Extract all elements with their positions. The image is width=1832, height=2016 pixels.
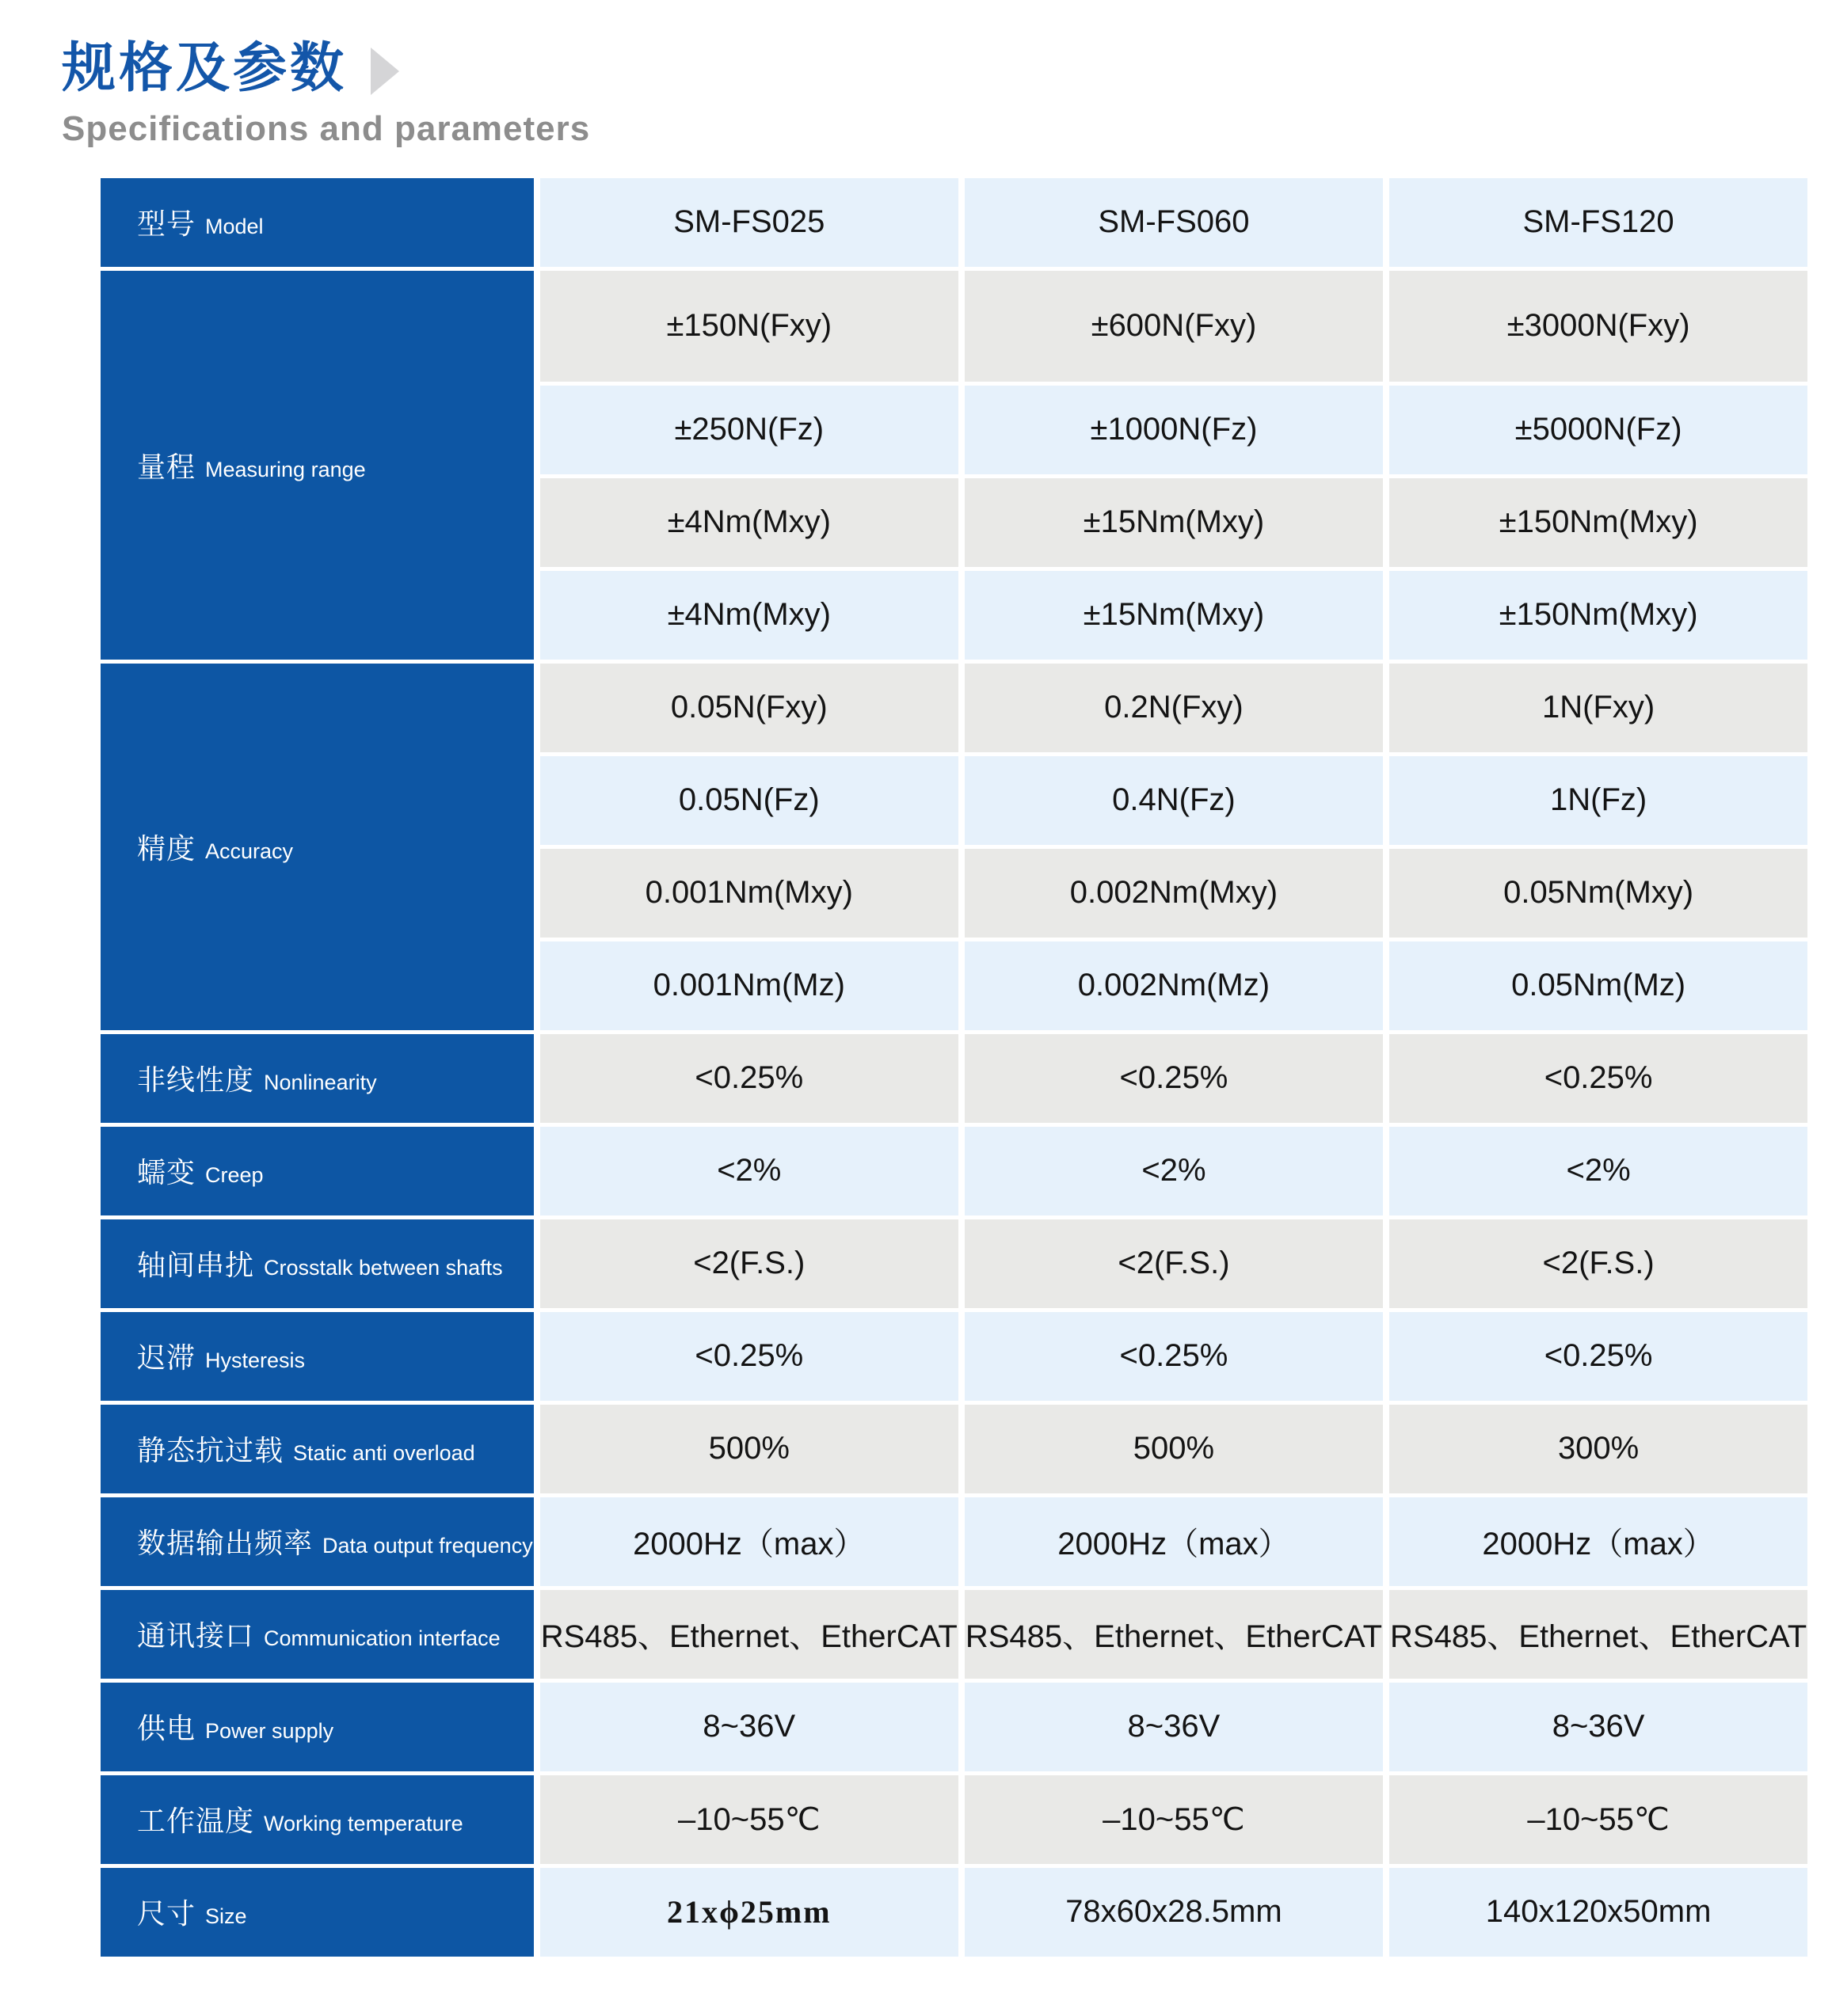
row-label <box>101 1405 534 1493</box>
spec-cell: ±15Nm(Mxy) <box>965 478 1383 567</box>
spec-cell: –10~55℃ <box>540 1775 958 1864</box>
row-label-cn: 静态抗过载 <box>137 1434 284 1467</box>
spec-cell: <0.25% <box>965 1312 1383 1401</box>
table-row <box>101 271 1807 382</box>
spec-cell: 0.05N(Fz) <box>540 756 958 845</box>
table-row <box>101 1034 1807 1123</box>
row-label <box>101 1683 534 1771</box>
spec-table-body <box>101 178 1807 1957</box>
page-title-row <box>62 36 1832 101</box>
spec-cell: 300% <box>1389 1405 1807 1493</box>
row-label <box>101 271 534 660</box>
spec-cell: ±150Nm(Mxy) <box>1389 571 1807 660</box>
row-label-cn: 通讯接口 <box>137 1619 255 1653</box>
row-label-en: Static anti overload <box>293 1441 475 1466</box>
table-row <box>101 1683 1807 1771</box>
spec-cell: ±5000N(Fz) <box>1389 386 1807 474</box>
row-label-cn: 精度 <box>137 831 196 865</box>
spec-cell: <2(F.S.) <box>1389 1219 1807 1308</box>
row-label-cn: 供电 <box>137 1712 196 1745</box>
table-row <box>101 1405 1807 1493</box>
spec-cell: 8~36V <box>540 1683 958 1771</box>
row-label-cn: 数据输出频率 <box>137 1527 314 1560</box>
row-label <box>101 1219 534 1308</box>
row-label <box>101 664 534 1030</box>
spec-cell: 0.002Nm(Mz) <box>965 941 1383 1030</box>
spec-cell: <2(F.S.) <box>965 1219 1383 1308</box>
spec-cell: SM-FS120 <box>1389 178 1807 267</box>
spec-cell: RS485、Ethernet、EtherCAT <box>540 1590 958 1679</box>
spec-cell: <0.25% <box>1389 1034 1807 1123</box>
row-label-cn: 轴间串扰 <box>137 1249 255 1282</box>
spec-cell: ±1000N(Fz) <box>965 386 1383 474</box>
row-label <box>101 1497 534 1586</box>
spec-cell: 0.001Nm(Mxy) <box>540 849 958 938</box>
table-row <box>101 1312 1807 1401</box>
spec-cell: 8~36V <box>1389 1683 1807 1771</box>
spec-cell: <0.25% <box>540 1034 958 1123</box>
row-label <box>101 1127 534 1215</box>
spec-cell: 0.05Nm(Mz) <box>1389 941 1807 1030</box>
row-label-en: Size <box>205 1904 247 1929</box>
table-row <box>101 1127 1807 1215</box>
row-label <box>101 1034 534 1123</box>
spec-cell: 1N(Fz) <box>1389 756 1807 845</box>
table-row <box>101 178 1807 267</box>
row-label-en: Communication interface <box>264 1626 501 1651</box>
row-label-cn: 型号 <box>137 207 196 241</box>
right-triangle-icon <box>371 48 399 95</box>
row-label <box>101 1312 534 1401</box>
table-row <box>101 1497 1807 1586</box>
spec-cell: <0.25% <box>540 1312 958 1401</box>
spec-cell: <2(F.S.) <box>540 1219 958 1308</box>
page-title: 规格及参数 <box>62 38 348 98</box>
spec-cell: SM-FS025 <box>540 178 958 267</box>
spec-cell: <2% <box>1389 1127 1807 1215</box>
row-label-cn: 尺寸 <box>137 1897 196 1930</box>
spec-cell: 0.002Nm(Mxy) <box>965 849 1383 938</box>
spec-cell: ±150Nm(Mxy) <box>1389 478 1807 567</box>
row-label-cn: 迟滞 <box>137 1341 196 1375</box>
spec-cell: 8~36V <box>965 1683 1383 1771</box>
row-label-en: Crosstalk between shafts <box>264 1256 503 1280</box>
page-subtitle: Specifications and parameters <box>62 108 591 148</box>
row-label-en: Model <box>205 215 264 239</box>
spec-cell: ±4Nm(Mxy) <box>540 571 958 660</box>
row-label-cn: 工作温度 <box>137 1805 255 1838</box>
spec-cell: ±600N(Fxy) <box>965 271 1383 382</box>
row-label-en: Creep <box>205 1163 264 1188</box>
row-label-en: Power supply <box>205 1719 334 1744</box>
spec-cell: 500% <box>540 1405 958 1493</box>
row-label <box>101 1775 534 1864</box>
row-label <box>101 1590 534 1679</box>
spec-cell: ±3000N(Fxy) <box>1389 271 1807 382</box>
spec-cell: ±250N(Fz) <box>540 386 958 474</box>
row-label-cn: 非线性度 <box>137 1063 255 1097</box>
spec-cell: –10~55℃ <box>1389 1775 1807 1864</box>
row-label-en: Nonlinearity <box>264 1071 377 1095</box>
spec-cell: 78x60x28.5mm <box>965 1868 1383 1957</box>
spec-cell: 0.001Nm(Mz) <box>540 941 958 1030</box>
spec-cell: ±150N(Fxy) <box>540 271 958 382</box>
spec-cell: RS485、Ethernet、EtherCAT <box>1389 1590 1807 1679</box>
table-row <box>101 1219 1807 1308</box>
spec-cell: 140x120x50mm <box>1389 1868 1807 1957</box>
row-label-cn: 量程 <box>137 450 196 483</box>
spec-cell: SM-FS060 <box>965 178 1383 267</box>
row-label-en: Hysteresis <box>205 1348 306 1373</box>
spec-table-wrap <box>94 174 1832 1961</box>
row-label <box>101 1868 534 1957</box>
spec-cell: RS485、Ethernet、EtherCAT <box>965 1590 1383 1679</box>
spec-cell: 0.05Nm(Mxy) <box>1389 849 1807 938</box>
row-label-en: Data output frequency <box>322 1534 533 1558</box>
row-label <box>101 178 534 267</box>
table-row <box>101 1775 1807 1864</box>
page-header <box>0 0 1832 149</box>
spec-cell: 500% <box>965 1405 1383 1493</box>
spec-cell: <2% <box>540 1127 958 1215</box>
spec-cell: <0.25% <box>1389 1312 1807 1401</box>
table-row <box>101 1590 1807 1679</box>
spec-cell: 2000Hz（max） <box>965 1497 1383 1586</box>
spec-cell: <2% <box>965 1127 1383 1215</box>
spec-cell: 21xϕ25mm <box>540 1868 958 1957</box>
spec-cell: ±15Nm(Mxy) <box>965 571 1383 660</box>
spec-table <box>94 174 1814 1961</box>
spec-cell: –10~55℃ <box>965 1775 1383 1864</box>
row-label-en: Working temperature <box>264 1812 463 1836</box>
row-label-en: Accuracy <box>205 839 294 863</box>
spec-cell: <0.25% <box>965 1034 1383 1123</box>
spec-cell: 0.05N(Fxy) <box>540 664 958 752</box>
spec-cell: ±4Nm(Mxy) <box>540 478 958 567</box>
spec-cell: 2000Hz（max） <box>1389 1497 1807 1586</box>
table-row <box>101 1868 1807 1957</box>
spec-cell: 0.4N(Fz) <box>965 756 1383 845</box>
row-label-cn: 蠕变 <box>137 1156 196 1189</box>
row-label-en: Measuring range <box>205 457 366 481</box>
spec-cell: 2000Hz（max） <box>540 1497 958 1586</box>
table-row <box>101 664 1807 752</box>
spec-cell: 0.2N(Fxy) <box>965 664 1383 752</box>
spec-cell: 1N(Fxy) <box>1389 664 1807 752</box>
